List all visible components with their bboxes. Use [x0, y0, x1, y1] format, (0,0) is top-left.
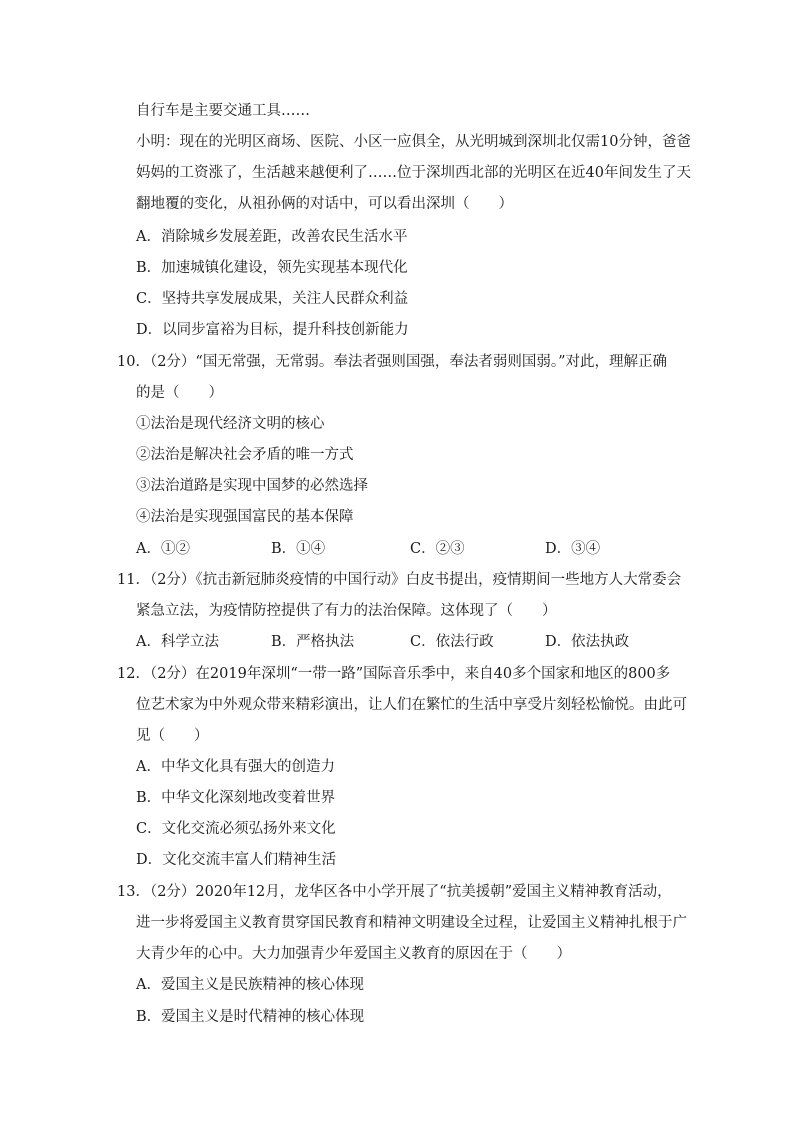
q11-option-c: C．依法行政 [410, 634, 494, 650]
q12-option-d: D．文化交流丰富人们精神生活 [136, 852, 337, 868]
q9-option-d: D．以同步富裕为目标，提升科技创新能力 [136, 322, 409, 338]
q11-text-line-2: 紧急立法，为疫情防控提供了有力的法治保障。这体现了（ ） [136, 603, 557, 619]
q10-statement-3: ③法治道路是实现中国梦的必然选择 [136, 478, 368, 494]
q12-option-b: B．中华文化深刻地改变着世界 [136, 790, 336, 806]
q9-text-line-1: 自行车是主要交通工具…… [136, 103, 310, 119]
q11-option-b: B．严格执法 [271, 634, 355, 650]
q12-option-a: A．中华文化具有强大的创造力 [136, 759, 335, 775]
q11-text-line-1: 11．（2分）《抗击新冠肺炎疫情的中国行动》白皮书提出，疫情期间一些地方人大常委会 [117, 572, 682, 588]
q10-option-b: B．①④ [271, 541, 326, 557]
q9-option-c: C．坚持共享发展成果，关注人民群众利益 [136, 291, 409, 307]
q12-text-line-1: 12．（2分）在2019年深圳“一带一路”国际音乐季中，来自40多个国家和地区的800多 [117, 666, 671, 682]
q13-option-a: A．爱国主义是民族精神的核心体现 [136, 977, 364, 993]
q10-statement-1: ①法治是现代经济文明的核心 [136, 416, 325, 432]
q10-option-c: C．②③ [410, 541, 465, 557]
q13-text-line-3: 大青少年的心中。大力加强青少年爱国主义教育的原因在于（ ） [136, 946, 571, 962]
q13-text-line-2: 进一步将爱国主义教育贯穿国民教育和精神文明建设全过程，让爱国主义精神扎根于广 [136, 915, 687, 931]
q10-text-line-1: 10．（2分）“国无常强，无常弱。奉法者强则国强，奉法者弱则国弱。”对此，理解正确 [117, 354, 667, 370]
q10-text-line-2: 的是（ ） [136, 385, 223, 401]
q10-statement-4: ④法治是实现强国富民的基本保障 [136, 509, 354, 525]
q11-option-d: D．依法执政 [545, 634, 630, 650]
q9-text-line-3: 妈妈的工资涨了，生活越来越便利了……位于深圳西北部的光明区在近40年间发生了天 [136, 165, 691, 181]
q10-option-d: D．③④ [545, 541, 601, 557]
q12-text-line-3: 见（ ） [136, 728, 209, 744]
q13-option-b: B．爱国主义是时代精神的核心体现 [136, 1009, 365, 1025]
q13-text-line-1: 13．（2分）2020年12月，龙华区各中小学开展了“抗美援朝”爱国主义精神教育活动， [117, 884, 672, 900]
q10-statement-2: ②法治是解决社会矛盾的唯一方式 [136, 447, 354, 463]
q9-text-line-2: 小明：现在的光明区商场、医院、小区一应俱全，从光明城到深圳北仅需10分钟，爸爸 [136, 134, 691, 150]
q11-option-a: A．科学立法 [136, 634, 219, 650]
q9-option-a: A．消除城乡发展差距，改善农民生活水平 [136, 229, 408, 245]
q9-option-b: B．加速城镇化建设，领先实现基本现代化 [136, 260, 408, 276]
q10-option-a: A．①② [136, 541, 190, 557]
q9-text-line-4: 翻地覆的变化，从祖孙俩的对话中，可以看出深圳（ ） [136, 196, 513, 212]
q12-text-line-2: 位艺术家为中外观众带来精彩演出，让人们在繁忙的生活中享受片刻轻松愉悦。由此可 [136, 697, 687, 713]
q12-option-c: C．文化交流必须弘扬外来文化 [136, 821, 336, 837]
